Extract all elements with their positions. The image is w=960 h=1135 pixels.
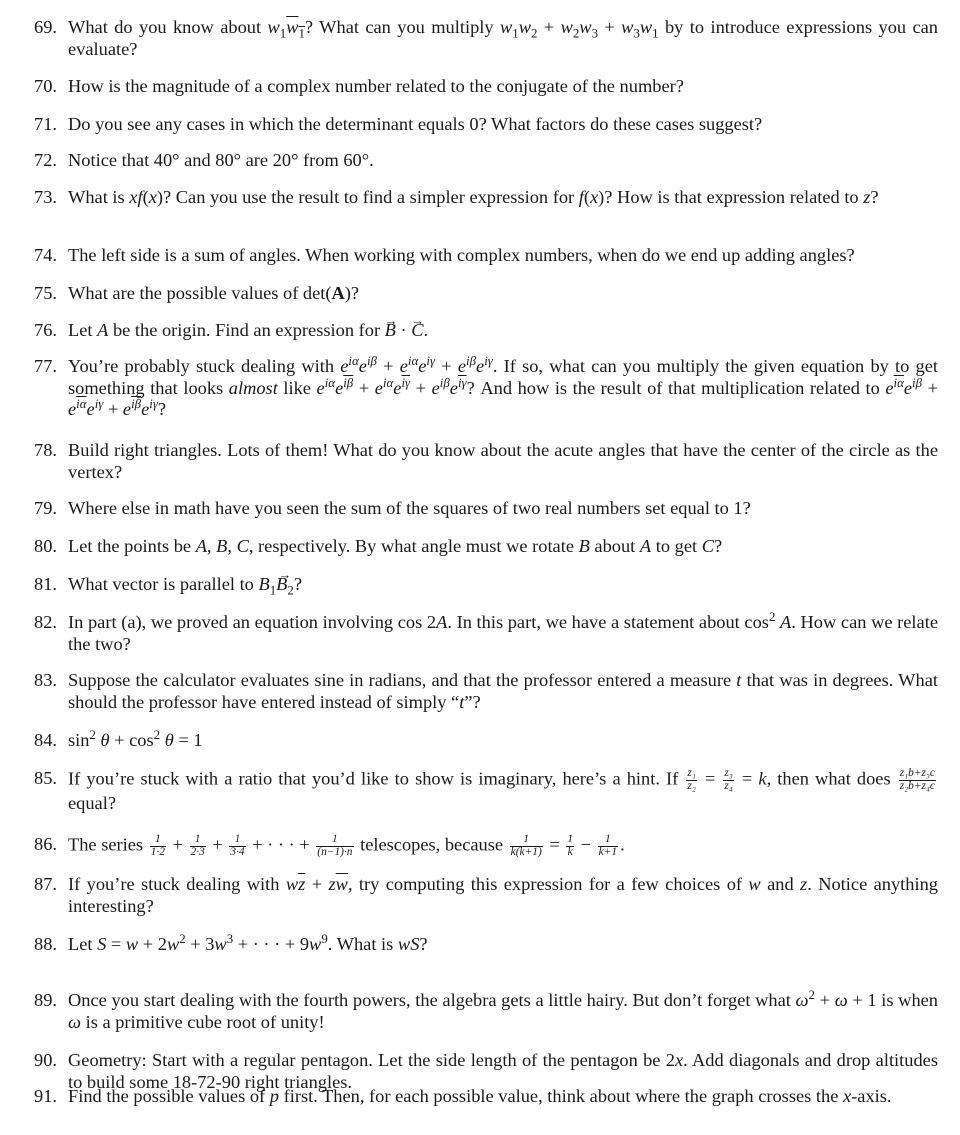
superscript: iγ xyxy=(484,353,493,368)
hint-item xyxy=(34,574,938,596)
denominator: (n−1)·n xyxy=(317,845,353,858)
hint-text: Where else in math have you seen the sum of the squares of two real numbers set equal to 1? xyxy=(68,498,751,518)
math-var: w xyxy=(125,934,139,954)
vector: → B xyxy=(385,320,396,342)
hint-item xyxy=(34,609,938,655)
math-var: $e^{\overline{i\gamma}}$ xyxy=(393,375,411,398)
hint-item xyxy=(34,320,938,342)
fraction xyxy=(598,834,618,859)
math-var: $e^{i\gamma}$ xyxy=(476,353,493,376)
hint-text: Find the possible values of p first. Then, for each possible value, think about where the graph crosses the x-axis. xyxy=(68,1086,892,1106)
superscript: iγ xyxy=(426,353,436,368)
hint-text: $\sin^2 \theta + \cos^2 \theta = 1$ xyxy=(68,727,203,750)
subscript: 1 xyxy=(652,26,659,41)
math-var: A xyxy=(639,536,652,556)
hint-text: In part (a), we proved an equation involving cos 2A. In this part, we have a statement about $\cos^2 A$. How can we relate the two? xyxy=(68,609,938,654)
math-var: xf xyxy=(129,187,143,207)
hint-text: How is the magnitude of a complex number related to the conjugate of the number? xyxy=(68,76,684,96)
hint-text: Suppose the calculator evaluates sine in radians, and that the professor entered a measure t that was in degrees. What should the professor have entered instead of simply “t”? xyxy=(68,670,938,712)
math-var: $w_1$ xyxy=(267,17,287,41)
hint-item xyxy=(34,114,938,136)
superscript: iγ xyxy=(94,396,104,411)
hint-number: 88. xyxy=(34,934,57,954)
vector: → $B_2$ xyxy=(276,574,294,596)
math-var: w xyxy=(748,874,761,894)
math-var: $w_3$ xyxy=(579,17,598,41)
hint-item xyxy=(34,440,938,483)
hint-text: What is xf(x)? Can you use the result to find a simpler expression for f(x)? How is that expression related to z? xyxy=(68,187,879,207)
hint-item xyxy=(34,834,938,859)
hint-text: Let the points be A, B, C, respectively. By what angle must we rotate B about A to get C? xyxy=(68,536,723,556)
math-var: θ xyxy=(100,730,110,750)
superscript: iα xyxy=(324,375,336,390)
math-var: $\overline{z}$ xyxy=(298,874,306,894)
hint-text: What are the possible values of det(A)? xyxy=(68,283,360,303)
numerator: z₁ xyxy=(687,767,696,779)
hint-number: 77. xyxy=(34,356,57,376)
math-var: z xyxy=(328,874,336,894)
math-var: $\overline{w}$ xyxy=(335,874,348,894)
subscript: 1 xyxy=(279,26,287,41)
subscript: 1 xyxy=(298,26,305,41)
hint-number: 74. xyxy=(34,245,57,265)
subscript: 2 xyxy=(572,26,580,41)
math-var: ω xyxy=(834,990,848,1010)
superscript: iγ xyxy=(457,375,467,390)
superscript: iα xyxy=(382,375,394,390)
superscript: iβ xyxy=(912,375,923,390)
hint-item xyxy=(34,245,938,267)
fraction xyxy=(510,834,543,859)
math-var: $e^{i\beta}$ xyxy=(903,375,923,398)
math-var: B xyxy=(578,536,590,556)
superscript: iβ xyxy=(366,353,377,368)
numerator: z₃ xyxy=(724,767,733,779)
hint-item xyxy=(34,536,938,558)
math-var: A xyxy=(97,320,109,340)
denominator: 3·4 xyxy=(230,845,245,858)
numerator: 1 xyxy=(567,833,574,845)
math-var: $e^{\overline{i\beta}}$ xyxy=(335,375,354,398)
math-var: almost xyxy=(228,377,278,398)
math-var: x xyxy=(674,1050,684,1070)
superscript: iγ xyxy=(401,375,411,390)
fraction xyxy=(229,834,245,859)
math-var: z xyxy=(863,187,871,207)
superscript: iβ xyxy=(131,396,142,411)
math-var: x xyxy=(842,1086,852,1106)
hint-number: 73. xyxy=(34,187,57,207)
math-var: w xyxy=(166,934,180,954)
math-var: t xyxy=(736,670,742,690)
hint-item xyxy=(34,727,938,752)
math-var: ω xyxy=(68,1011,81,1032)
math-var: $e^{i\gamma}$ xyxy=(418,353,436,376)
math-var: p xyxy=(269,1086,279,1106)
fraction xyxy=(723,768,733,793)
math-var: $w_3$ xyxy=(621,17,640,41)
math-var: f xyxy=(578,187,584,207)
math-var: $w_1$ xyxy=(639,17,659,41)
fraction xyxy=(190,834,206,859)
numerator: 1 xyxy=(194,833,201,845)
hint-number: 71. xyxy=(34,114,57,134)
math-var: C xyxy=(236,536,249,556)
math-var: A xyxy=(195,536,207,556)
math-var: $w_1$ xyxy=(286,17,305,41)
denominator: 2·3 xyxy=(190,845,205,858)
numerator: 1 xyxy=(523,833,530,845)
hint-number: 87. xyxy=(34,874,57,894)
hint-number: 80. xyxy=(34,536,57,556)
hint-text: What vector is parallel to $B_1\to B_2$? xyxy=(68,574,938,596)
math-var: $e^{i\beta}$ xyxy=(457,353,477,376)
hint-number: 72. xyxy=(34,150,57,170)
math-var: w xyxy=(214,934,227,954)
hint-item xyxy=(34,17,938,60)
hint-item xyxy=(34,768,938,814)
superscript: iγ xyxy=(149,396,158,411)
math-var: ω xyxy=(795,990,809,1010)
subscript: 1 xyxy=(512,26,519,41)
math-var: B xyxy=(216,536,228,556)
superscript: iα xyxy=(348,353,359,368)
subscript: 2 xyxy=(530,26,538,41)
hint-number: 70. xyxy=(34,76,57,96)
superscript: 2 xyxy=(179,931,186,946)
hint-item xyxy=(34,187,938,209)
hint-text: If you’re stuck dealing with $w\overline{z} + z\overline{w}$, try computing this expression for a few choices of w and z. Notice anything interesting? xyxy=(68,874,938,916)
hint-item xyxy=(34,1086,938,1108)
math-var: w xyxy=(309,934,322,954)
fraction xyxy=(686,768,696,793)
denominator: z₂b+z₄c xyxy=(899,779,935,792)
denominator: k(k+1) xyxy=(510,845,542,858)
hint-number: 69. xyxy=(34,17,57,37)
math-var: x xyxy=(148,187,157,207)
hint-text: What do you know about $w_1w_1$? What can you multiply $w_1w_2 + w_2w_3 + w_3w_1$ by to introduce expressions you can evaluate? xyxy=(68,17,938,59)
math-var: $e^{\overline{i\alpha}}$ xyxy=(885,375,904,398)
denominator: k+1 xyxy=(598,845,618,858)
hint-item xyxy=(34,283,938,305)
hint-number: 76. xyxy=(34,320,57,340)
math-var: A xyxy=(436,612,448,632)
math-var: $B_1$ xyxy=(258,574,277,598)
hint-text: The series $\frac{1}{1\cdot 2}$ + $\frac{1}{2\cdot 3}$ + $\frac{1}{3\cdot 4}$ + · · · + $\frac{1}{(n-1)\cdot n}$ telescopes, because $\frac{1}{k(k+1)}$ = $\frac{1}{k}$ − $\frac{1}{k+1}$ . xyxy=(68,833,625,858)
math-var: $e^{\overline{i\alpha}}$ xyxy=(68,396,87,419)
fraction xyxy=(566,834,574,859)
hint-number: 86. xyxy=(34,834,57,854)
hint-number: 89. xyxy=(34,990,57,1010)
math-var: w xyxy=(285,874,299,894)
numerator: z₁b+z₃c xyxy=(899,767,935,779)
superscript: iβ xyxy=(343,375,354,390)
subscript: 3 xyxy=(591,26,598,41)
superscript: iβ xyxy=(439,375,450,390)
subscript: 1 xyxy=(269,583,277,598)
fraction xyxy=(150,834,166,859)
hint-number: 79. xyxy=(34,498,57,518)
math-var: $e^{i\alpha}$ xyxy=(399,353,419,376)
math-var: S xyxy=(97,934,107,954)
fraction xyxy=(316,834,353,859)
hint-text: Geometry: Start with a regular pentagon. Let the side length of the pentagon be 2x. Add diagonals and drop altitudes to build some 18-72-90 right triangles. xyxy=(68,1050,938,1092)
math-var: wS xyxy=(397,934,420,954)
denominator: z₄ xyxy=(724,779,733,792)
math-bold: A xyxy=(331,283,345,303)
hint-text: The left side is a sum of angles. When working with complex numbers, when do we end up adding angles? xyxy=(68,245,855,265)
math-var: C xyxy=(701,536,714,556)
numerator: 1 xyxy=(154,833,161,845)
numerator: 1 xyxy=(604,833,611,845)
hint-item xyxy=(34,987,938,1033)
hint-number: 75. xyxy=(34,283,57,303)
denominator: 1·2 xyxy=(150,845,165,858)
math-var: $e^{i\beta}$ xyxy=(358,353,377,376)
superscript: 2 xyxy=(153,727,161,742)
math-var: $e^{i\alpha}$ xyxy=(316,375,336,398)
denominator: k xyxy=(567,845,573,858)
subscript: 3 xyxy=(633,26,640,41)
hint-text: You’re probably stuck dealing with $e^{i\alpha}e^{i\beta} + e^{i\alpha}e^{i\gamma} + e^{i\beta}e^{i\gamma}$. If so, what can you multiply the given equation by to get something that looks almost like $e^{i\alpha}e^{\overline{i\beta}} + e^{i\alpha}e^{\overline{i\gamma}} + e^{i\beta}e^{\overline{i\gamma}}$? And how is the result of that multiplication related to $e^{\overline{i\alpha}}e^{i\beta} + e^{\overline{i\alpha}}e^{i\gamma} + e^{\overline{i\beta}}e^{i\gamma}$? xyxy=(68,353,939,419)
hint-number: 81. xyxy=(34,574,57,594)
hint-number: 91. xyxy=(34,1086,57,1106)
hint-number: 84. xyxy=(34,730,57,750)
math-var: $e^{i\alpha}$ xyxy=(374,375,394,398)
numerator: 1 xyxy=(234,833,241,845)
superscript: 2 xyxy=(808,987,815,1002)
vector: → C xyxy=(411,320,423,342)
superscript: iα xyxy=(893,375,904,390)
math-var: $w_1$ xyxy=(499,17,519,41)
math-var: $e^{i\alpha}$ xyxy=(340,353,359,376)
math-var: x xyxy=(590,187,599,207)
math-var: $e^{i\gamma}$ xyxy=(86,396,104,419)
math-var: $e^{i\beta}$ xyxy=(431,375,450,398)
superscript: iα xyxy=(76,396,87,411)
superscript: iα xyxy=(407,353,419,368)
hint-text: Let A be the origin. Find an expression for → B · → C. xyxy=(68,320,938,342)
hint-text: Let $S = w + 2w^2 + 3w^3$ + · · · + $9w^9$. What is wS? xyxy=(68,931,428,954)
superscript: 2 xyxy=(768,609,776,624)
denominator: z₂ xyxy=(687,779,696,792)
math-var: t xyxy=(459,691,465,712)
hint-item xyxy=(34,150,938,172)
fraction xyxy=(899,768,936,793)
math-var: k xyxy=(758,768,767,789)
hint-item xyxy=(34,76,938,98)
hint-text: If you’re stuck with a ratio that you’d like to show is imaginary, here’s a hint. If $\frac{\text{z₁}}{\text{z₂}}$ = $\frac{\text{z₃}}{\text{z₄}}$ = k, then what does $\frac{\text{z₁b+z₃c}}{\text{z₂b+z₄c}}$ equal? xyxy=(68,767,935,813)
numerator: 1 xyxy=(332,833,338,845)
math-var: z xyxy=(800,874,808,894)
math-var: $e^{i\gamma}$ xyxy=(141,396,158,419)
hint-text: Notice that 40° and 80° are 20° from 60°. xyxy=(68,150,374,170)
superscript: 3 xyxy=(226,931,234,946)
math-var: $w_2$ xyxy=(560,17,580,41)
hint-text: Once you start dealing with the fourth powers, the algebra gets a little hairy. But don’t forget what $\omega^2 + \omega + 1$ is when ω is a primitive cube root of unity! xyxy=(68,987,938,1032)
superscript: 2 xyxy=(89,727,96,742)
hint-number: 85. xyxy=(34,768,57,788)
hint-item xyxy=(34,498,938,520)
hint-item xyxy=(34,931,938,956)
hint-text: Do you see any cases in which the determinant equals 0? What factors do these cases suggest? xyxy=(68,114,763,134)
math-var: $e^{\overline{i\beta}}$ xyxy=(122,396,142,419)
math-var: $w_2$ xyxy=(518,17,538,41)
hint-number: 83. xyxy=(34,670,57,690)
superscript: 9 xyxy=(321,931,328,946)
hint-number: 90. xyxy=(34,1050,57,1070)
math-var: A xyxy=(780,612,792,632)
hint-text: Build right triangles. Lots of them! What do you know about the acute angles that have the center of the circle as the vertex? xyxy=(68,440,938,482)
subscript: 2 xyxy=(287,583,294,598)
math-var: $e^{\overline{i\gamma}}$ xyxy=(449,375,467,398)
hint-number: 82. xyxy=(34,612,57,632)
hint-item xyxy=(34,874,938,917)
hint-number: 78. xyxy=(34,440,57,460)
superscript: iβ xyxy=(466,353,477,368)
hint-item xyxy=(34,353,939,421)
hint-item xyxy=(34,670,938,713)
math-var: θ xyxy=(164,730,174,750)
